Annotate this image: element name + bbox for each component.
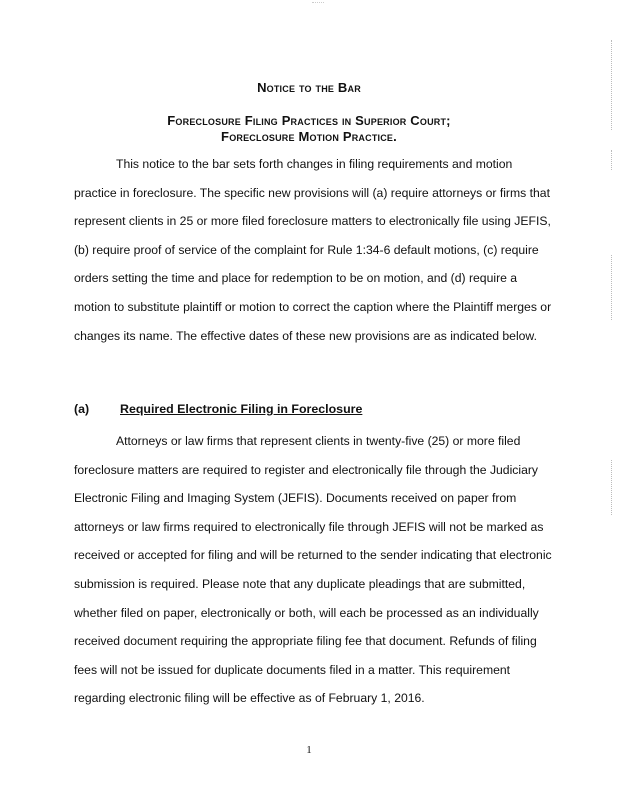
scan-edge-mark: [611, 460, 612, 515]
page-number: 1: [306, 744, 312, 756]
section-a-heading: [74, 402, 362, 416]
intro-paragraph: [74, 150, 554, 350]
scan-edge-mark: [611, 255, 612, 320]
subtitle-line-1: Foreclosure Filing Practices in Superior Court;: [167, 113, 451, 128]
section-a-paragraph: [74, 427, 554, 713]
subtitle-line-2: Foreclosure Motion Practice.: [221, 129, 397, 144]
scan-edge-mark: [611, 40, 612, 130]
intro-paragraph-text: This notice to the bar sets forth changes in filing requirements and motion practice in foreclosure. The specific new provisions will (a) require attorneys or firms that represent clients in 25 or more filed foreclosure matters to electronically file using JEFIS, (b) require proof of service of the complaint for Rule 1:34-6 default motions, (c) require orders setting the time and place for redemption to be on motion, and (d) require a motion to substitute plaintiff or motion to correct the caption where the Plaintiff merges or changes its name. The effective dates of these new provisions are as indicated below.: [74, 157, 552, 343]
notice-subtitle: [0, 113, 618, 145]
section-a-paragraph-text: Attorneys or law firms that represent clients in twenty-five (25) or more filed foreclosure matters are required to register and electronically file through the Judiciary Electronic Filing and Imaging System (JEFIS). Documents received on paper from attorneys or law firms required to electronically file through JEFIS will not be marked as received or accepted for filing and will be returned to the sender indicating that electronic submission is required. Please note that any duplicate pleadings that are submitted, whether filed on paper, electronically or both, will each be processed as an individually received document requiring the appropriate filing fee that document. Refunds of filing fees will not be issued for duplicate documents filed in a matter. This requirement regarding electronic filing will be effective as of February 1, 2016.: [74, 434, 552, 706]
section-a-title: Required Electronic Filing in Foreclosure: [120, 402, 363, 416]
scan-artifact-top: [312, 2, 324, 3]
scan-edge-mark: [611, 150, 612, 170]
section-a-label: (a): [74, 402, 90, 416]
notice-title: Notice to the Bar: [257, 80, 361, 95]
